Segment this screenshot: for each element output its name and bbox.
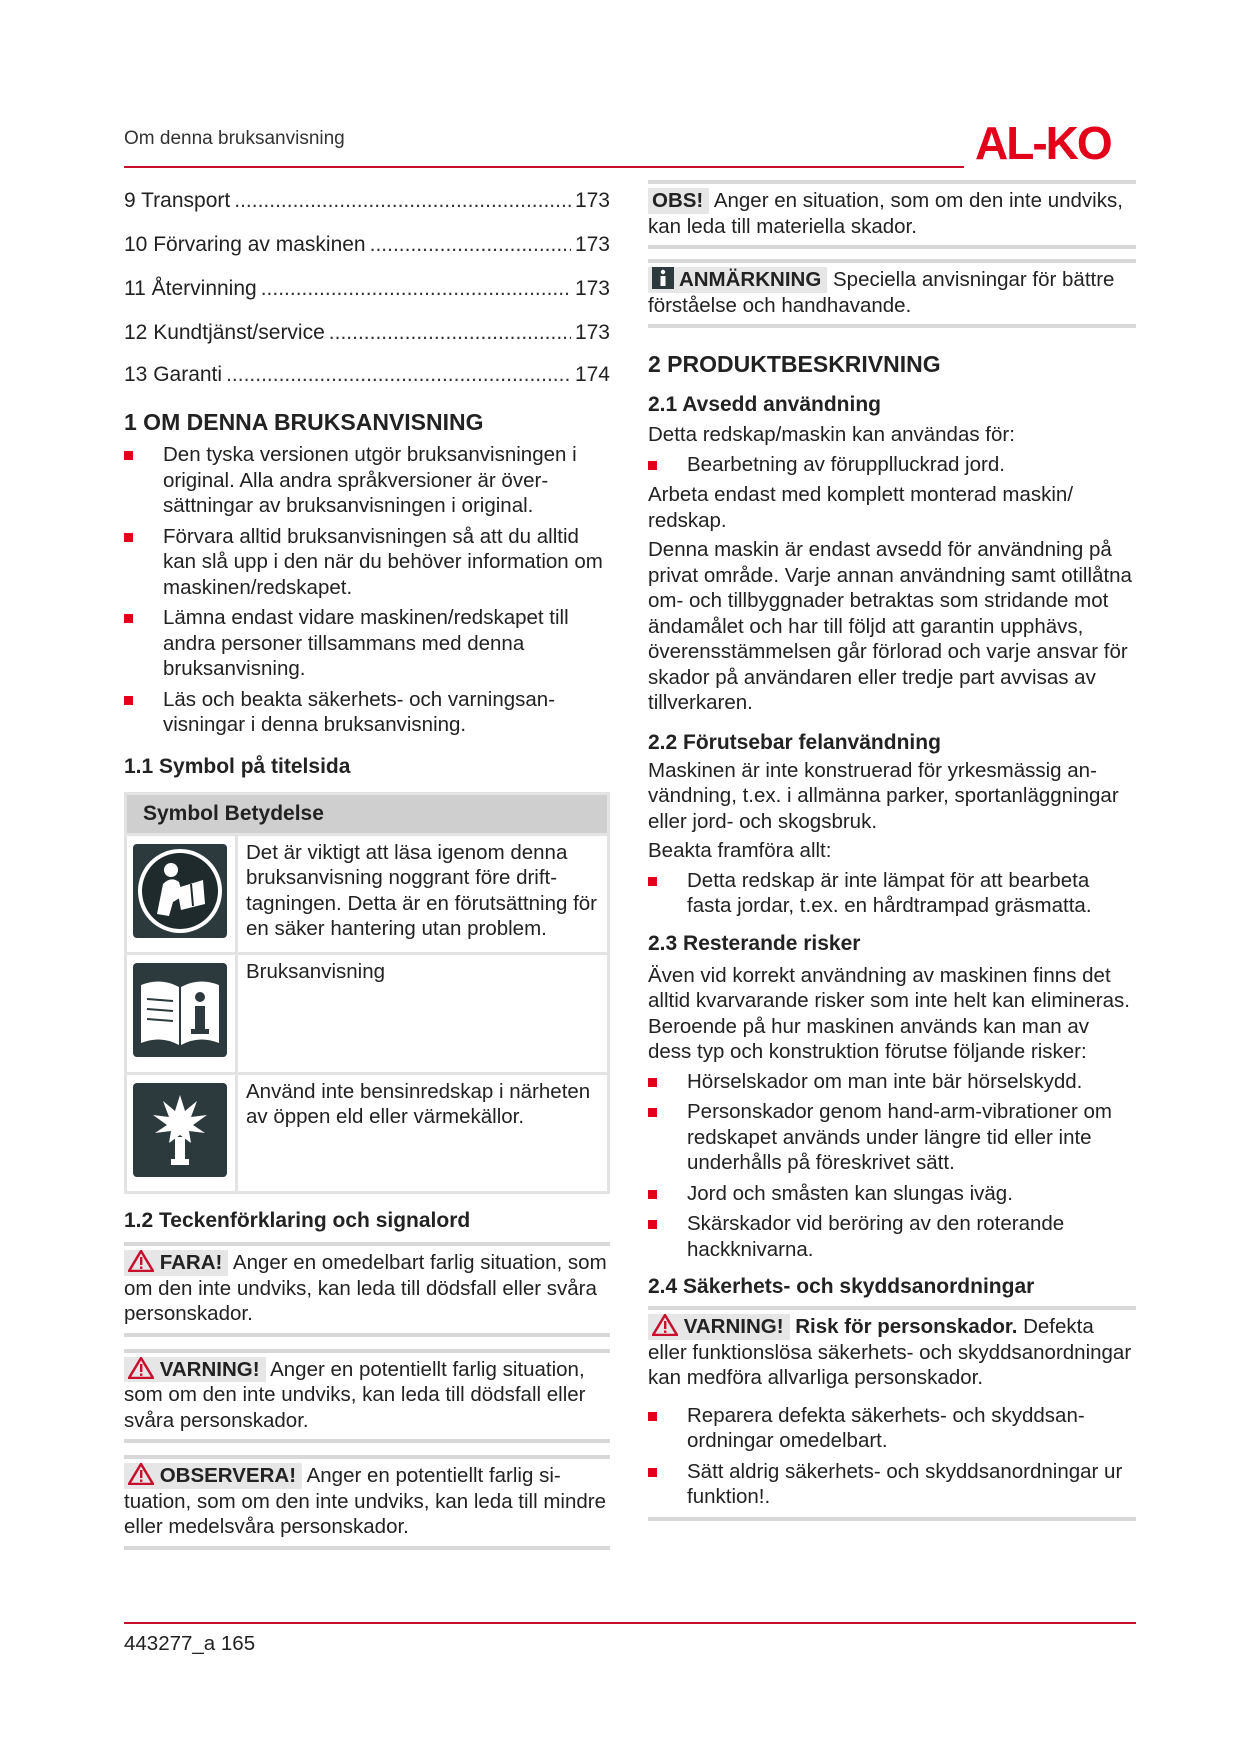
signal-tag: OBSERVERA! xyxy=(124,1463,302,1489)
toc-page: 173 xyxy=(574,277,610,300)
list-item: Läs och beakta säkerhets- och varningsanvisningar i denna bruksanvisning. xyxy=(124,687,610,738)
footer-rule xyxy=(124,1622,1136,1624)
signal-text: Anger en potentiellt farlig situation, som om den inte undviks, kan leda till dödsfall eller svåra personskador. xyxy=(124,1357,586,1432)
header-rule xyxy=(124,166,964,168)
section-2-1-heading: 2.1 Avsedd användning xyxy=(648,393,881,416)
read-manual-icon xyxy=(133,844,227,938)
signal-bold-text: Risk för personskador. xyxy=(789,1315,1018,1338)
section-2-4-bullets xyxy=(648,1403,1136,1510)
toc-entry[interactable] xyxy=(124,320,610,362)
signal-tag: FARA! xyxy=(124,1250,228,1276)
paragraph: Detta redskap/maskin kan användas för: xyxy=(648,423,1015,446)
signal-warning xyxy=(124,1349,610,1444)
section-1-1-heading: 1.1 Symbol på titelsida xyxy=(124,754,351,778)
table-of-contents xyxy=(124,188,610,400)
symbol-cell xyxy=(126,834,237,954)
signal-warning xyxy=(648,1306,1136,1397)
section-2-3-heading: 2.3 Resterande risker xyxy=(648,931,861,955)
signal-danger xyxy=(124,1242,610,1337)
table-row xyxy=(126,834,609,954)
section-2-3-bullets xyxy=(648,1069,1136,1263)
alko-logo xyxy=(975,116,1137,169)
meaning-cell: Det är viktigt att läsa igenom denna bruksanvisning noggrant före drifttagningen. Detta är en förutsättning för en säker hantering utan problem. xyxy=(237,834,609,954)
symbol-cell xyxy=(126,1073,237,1193)
toc-page: 174 xyxy=(574,363,610,386)
section-2-1-bullets xyxy=(648,452,1136,478)
section-1-2-heading: 1.2 Teckenförklaring och signalord xyxy=(124,1209,471,1232)
no-open-flame-icon xyxy=(133,1083,227,1177)
signal-actions xyxy=(648,1397,1136,1521)
warning-triangle-icon xyxy=(128,1250,154,1272)
toc-label: 13 Garanti xyxy=(124,363,223,386)
signal-tag: VARNING! xyxy=(124,1357,266,1383)
list-item: Jord och småsten kan slungas iväg. xyxy=(648,1181,1136,1207)
warning-triangle-icon xyxy=(128,1357,154,1379)
warning-triangle-icon xyxy=(128,1463,154,1485)
signal-text: Anger en omedelbart farlig situation, som om den inte undviks, kan leda till dödsfall eller svåra personskador. xyxy=(124,1251,607,1325)
toc-page: 173 xyxy=(574,189,610,212)
list-item: Personskador genom hand-arm-vibrationer om redskapet används under längre tid eller inte underhålls på föreskrivet sätt. xyxy=(648,1099,1136,1176)
list-item: Reparera defekta säkerhets- och skyddsanordningar omedelbart. xyxy=(648,1403,1136,1454)
signal-tag: OBS! xyxy=(648,188,709,214)
signal-caution xyxy=(124,1455,610,1550)
toc-label: 12 Kundtjänst/service xyxy=(124,321,325,344)
signal-tag: VARNING! xyxy=(648,1314,790,1340)
toc-page: 173 xyxy=(574,233,610,256)
section-2-2-heading: 2.2 Förutsebar felanvändning xyxy=(648,730,941,754)
section-1-bullets xyxy=(124,442,610,738)
logo-text: AL-KO xyxy=(975,117,1111,169)
symbol-cell xyxy=(126,954,237,1074)
list-item: Bearbetning av förupplluckrad jord. xyxy=(648,452,1136,478)
signal-text: Anger en situation, som om den inte undviks, kan leda till materiella skador. xyxy=(648,189,1123,238)
info-icon xyxy=(652,267,674,289)
signal-text: Anger en potentiellt farlig situation, som om den inte undviks, kan leda till mindre eller medelsvåra personskador. xyxy=(124,1464,607,1538)
paragraph: Beakta framföra allt: xyxy=(648,839,832,862)
list-item: Detta redskap är inte lämpat för att bearbeta fasta jordar, t.ex. en hårdtrampad gräsmatta. xyxy=(648,868,1136,919)
list-item: Lämna endast vidare maskinen/redskapet till andra personer tillsammans med denna bruksanvisning. xyxy=(124,605,610,682)
meaning-cell: Använd inte bensinredskap i närheten av öppen eld eller värmekällor. xyxy=(237,1073,609,1193)
paragraph: Arbeta endast med komplett monterad maskin/ redskap. xyxy=(648,483,1074,532)
table-row xyxy=(126,1073,609,1193)
footer-page-info: 443277_a 165 xyxy=(124,1632,256,1655)
meaning-cell: Bruksanvisning xyxy=(237,954,609,1074)
signal-text: Speciella anvisningar för bättre förståelse och handhavande. xyxy=(648,268,1115,317)
section-2-heading: 2 PRODUKTBESKRIVNING xyxy=(648,351,941,377)
toc-entry[interactable] xyxy=(124,188,610,232)
left-column xyxy=(124,188,610,1550)
toc-entry[interactable] xyxy=(124,362,610,400)
section-1-heading: 1 OM DENNA BRUKSANVISNING xyxy=(124,409,484,435)
toc-label: 10 Förvaring av maskinen xyxy=(124,233,366,256)
section-2-2-bullets xyxy=(648,868,1136,919)
signal-tag: ANMÄRKNING xyxy=(648,267,827,293)
toc-page: 173 xyxy=(574,321,610,344)
paragraph: Maskinen är inte konstruerad för yrkesmässig användning, t.ex. i allmänna parker, sportanläggningar eller jord- och skogsbruk. xyxy=(648,758,1119,833)
signal-text: Defekta eller funktionslösa säkerhets- och skyddsanordningar kan medföra allvarliga personskador. xyxy=(648,1315,1132,1389)
signal-notice xyxy=(648,180,1136,249)
toc-entry[interactable] xyxy=(124,276,610,320)
manual-book-icon xyxy=(133,963,227,1057)
list-item: Skärskador vid beröring av den roterande hackknivarna. xyxy=(648,1211,1136,1262)
running-header: Om denna bruksanvisning xyxy=(124,128,345,149)
table-row xyxy=(126,954,609,1074)
paragraph: Även vid korrekt användning av maskinen finns det alltid kvarvarande risker som inte helt kan elimineras. Beroende på hur maskinen används kan man av dess typ och konstruktion förutse följande risker: xyxy=(648,963,1130,1063)
symbol-table xyxy=(124,792,610,1195)
toc-entry[interactable] xyxy=(124,232,610,276)
warning-triangle-icon xyxy=(652,1314,678,1336)
symbol-table-header: Symbol Betydelse xyxy=(126,793,609,834)
toc-label: 9 Transport xyxy=(124,189,231,212)
toc-label: 11 Återvinning xyxy=(124,277,257,300)
list-item: Hörselskador om man inte bär hörselskydd. xyxy=(648,1069,1136,1095)
list-item: Den tyska versionen utgör bruksanvisningen i original. Alla andra språkversioner är översättningar av bruksanvisningen i original. xyxy=(124,442,610,519)
right-column xyxy=(648,180,1136,1521)
section-2-4-heading: 2.4 Säkerhets- och skyddsanordningar xyxy=(648,1275,1035,1298)
list-item: Sätt aldrig säkerhets- och skyddsanordningar ur funktion!. xyxy=(648,1459,1136,1510)
list-item: Förvara alltid bruksanvisningen så att du alltid kan slå upp i den när du behöver information om maskinen/redskapet. xyxy=(124,524,610,601)
signal-note xyxy=(648,259,1136,328)
paragraph: Denna maskin är endast avsedd för användning på privat område. Varje annan användning samt otillåtna om- och tillbyggnader betraktas som stridande mot ändamålet och har till följd att garantin upphävs, överensstämmelsen går förlorad och varje ansvar för skador på användaren eller tredje part avvisas av tillverkaren. xyxy=(648,538,1132,714)
